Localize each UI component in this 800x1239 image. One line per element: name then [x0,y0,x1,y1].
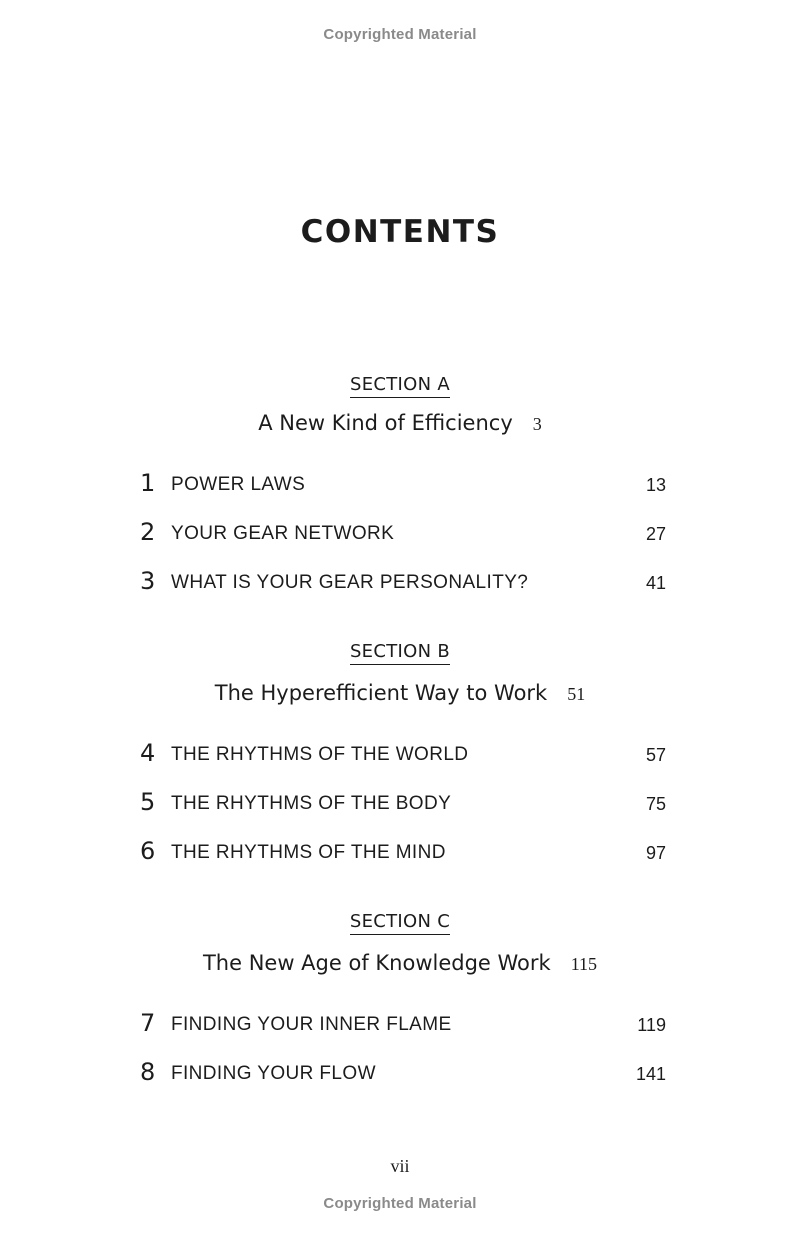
chapter-page-number: 97 [645,843,666,863]
section-title: The Hyperefficient Way to Work [214,681,548,705]
page-folio: vii [390,1156,410,1176]
section-page-number: 115 [570,954,598,974]
section-label-text: SECTION C [350,911,450,935]
chapter-page-number: 141 [635,1064,666,1084]
chapter-page-number: 27 [645,524,666,544]
section-b-title-row [0,681,800,705]
chapter-title: YOUR GEAR NETWORK [171,523,395,544]
chapter-number: 6 [140,837,156,865]
chapter-page-number: 13 [645,475,666,495]
chapter-title: THE RHYTHMS OF THE WORLD [171,744,469,765]
chapter-page-number: 57 [645,745,666,765]
chapter-title: THE RHYTHMS OF THE BODY [171,793,452,814]
chapter-title: WHAT IS YOUR GEAR PERSONALITY? [171,572,529,593]
chapter-title: POWER LAWS [171,474,306,495]
section-label-text: SECTION A [350,374,450,398]
section-c-title-row [0,951,800,975]
chapter-number: 4 [140,739,156,767]
toc-entry-chapter-1[interactable] [140,469,666,499]
chapter-number: 5 [140,788,156,816]
chapter-title: FINDING YOUR INNER FLAME [171,1014,452,1035]
section-c-label [0,911,800,935]
copyright-watermark-bottom: Copyrighted Material [323,1195,477,1212]
toc-entry-chapter-8[interactable] [140,1058,666,1088]
section-b-label [0,641,800,665]
contents-heading: CONTENTS [300,214,500,250]
toc-entry-chapter-3[interactable] [140,567,666,597]
toc-entry-chapter-6[interactable] [140,837,666,867]
chapter-number: 1 [140,469,156,497]
chapter-page-number: 75 [645,794,666,814]
section-a-label [0,374,800,398]
chapter-page-number: 119 [637,1015,666,1035]
chapter-number: 8 [140,1058,156,1086]
chapter-title: THE RHYTHMS OF THE MIND [171,842,446,863]
section-page-number: 3 [532,414,542,434]
toc-entry-chapter-5[interactable] [140,788,666,818]
toc-entry-chapter-7[interactable] [140,1009,666,1039]
chapter-page-number: 41 [645,573,666,593]
section-title: The New Age of Knowledge Work [202,951,551,975]
chapter-number: 7 [140,1009,156,1037]
section-label-text: SECTION B [350,641,450,665]
copyright-watermark-top: Copyrighted Material [323,26,477,43]
chapter-number: 2 [140,518,156,546]
toc-entry-chapter-2[interactable] [140,518,666,548]
chapter-number: 3 [140,567,156,595]
chapter-title: FINDING YOUR FLOW [171,1063,376,1084]
toc-entry-chapter-4[interactable] [140,739,666,769]
section-title: A New Kind of Efficiency [258,411,513,435]
section-page-number: 51 [567,684,586,704]
section-a-title-row [0,411,800,435]
